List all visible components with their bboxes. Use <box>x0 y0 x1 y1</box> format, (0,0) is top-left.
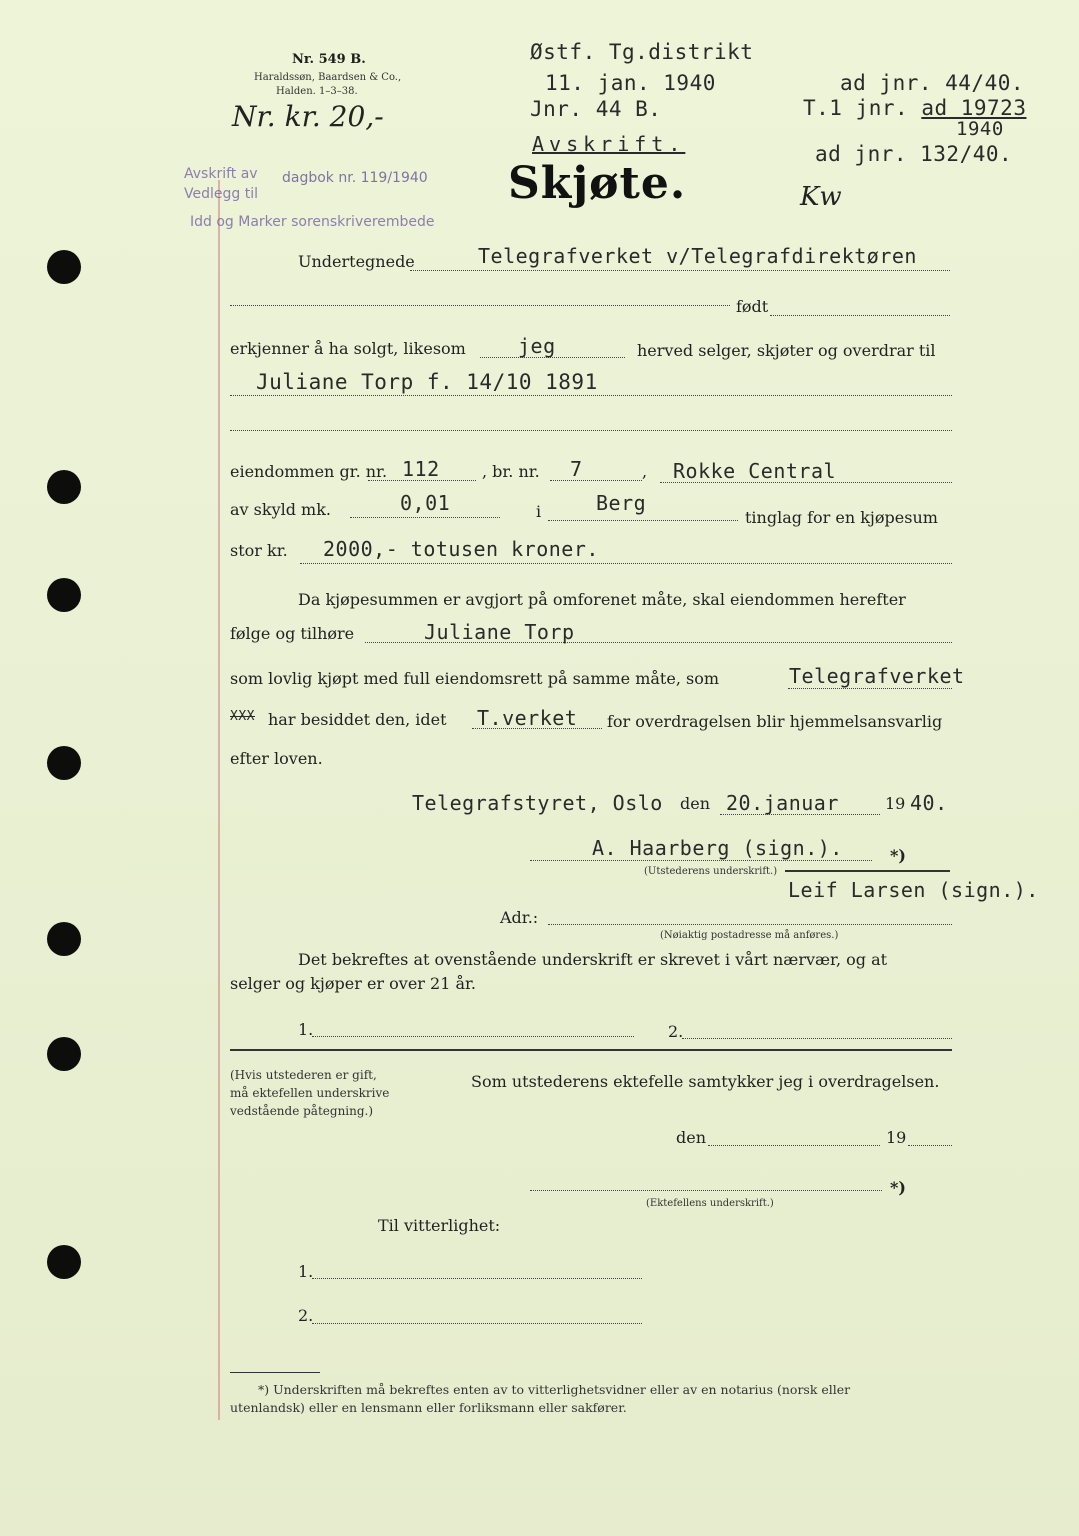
stor-kr-label: stor kr. <box>230 541 288 560</box>
reference-3: ad jnr. 132/40. <box>815 142 1013 166</box>
footnote-rule <box>230 1372 320 1373</box>
archive-stamp-dagbok: dagbok nr. 119/1940 <box>282 170 428 186</box>
folge-value: Juliane Torp <box>424 620 575 644</box>
signature-line <box>530 860 872 861</box>
spouse-asterisk: *) <box>890 1178 906 1197</box>
punch-hole <box>47 1245 81 1279</box>
erkjenner-label: erkjenner å ha solgt, likesom <box>230 339 466 358</box>
br-nr-label: , br. nr. <box>482 462 540 481</box>
som-value: Telegrafverket <box>789 664 965 688</box>
spouse-date-line <box>708 1145 880 1146</box>
skyld-value: 0,01 <box>400 491 451 515</box>
som-lovlig-label: som lovlig kjøpt med full eiendomsrett på samme måte, som <box>230 669 720 688</box>
witness-text-line: selger og kjøper er over 21 år. <box>230 974 476 993</box>
signing-place: Telegrafstyret, Oslo <box>412 791 663 815</box>
folge-label: følge og tilhøre <box>230 624 355 643</box>
signing-den-label: den <box>680 794 711 813</box>
witness-line-2 <box>682 1038 952 1039</box>
reference-1: ad jnr. 44/40. <box>840 71 1025 95</box>
witness-num-2: 2. <box>668 1022 684 1041</box>
footnote-line: *) Underskriften må bekreftes enten av to vitterlighetsvidner eller av en notarius (norsk eller <box>258 1382 851 1397</box>
handwritten-initials: Kw <box>800 182 842 212</box>
signature-asterisk: *) <box>890 846 906 865</box>
spouse-note: (Hvis utstederen er gift, <box>230 1068 377 1082</box>
spouse-den-label: den <box>676 1128 707 1147</box>
archive-stamp-line: Vedlegg til <box>184 186 258 202</box>
archive-stamp-line: Avskrift av <box>184 166 258 182</box>
archive-stamp-line: Idd og Marker sorenskriverembede <box>190 214 435 230</box>
spouse-consent: Som utstederens ektefelle samtykker jeg i overdragelsen. <box>471 1072 940 1091</box>
section-divider <box>230 1049 952 1051</box>
herved-label: herved selger, skjøter og overdrar til <box>637 341 936 360</box>
witness-text-line: Det bekreftes at ovenstående underskrift er skrevet i vårt nærvær, og at <box>298 950 888 969</box>
adr-label: Adr.: <box>500 908 539 927</box>
witness-num-1: 1. <box>298 1020 314 1039</box>
spouse-year-label: 19 <box>886 1128 907 1147</box>
footnote-line: utenlandsk) eller en lensmann eller forliksmann eller sakfører. <box>230 1400 627 1415</box>
fill-line <box>720 814 880 815</box>
adr-caption: (Nøiaktig postadresse må anføres.) <box>660 930 839 941</box>
handwritten-fee-note: Nr. kr. 20,- <box>232 100 384 133</box>
fill-line <box>550 480 642 481</box>
seller-pronoun: jeg <box>518 334 556 358</box>
overdragelsen-label: for overdragelsen blir hjemmelsansvarlig <box>607 712 943 731</box>
fodt-label: født <box>736 297 769 316</box>
gr-nr-value: 112 <box>402 457 440 481</box>
signature-1: A. Haarberg (sign.). <box>592 836 843 860</box>
spouse-signature-line <box>530 1190 882 1191</box>
vitterlighet-num-1: 1. <box>298 1262 314 1281</box>
publisher-line: Haraldssøn, Baardsen & Co., <box>254 72 402 83</box>
document-title: Skjøte. <box>508 158 687 209</box>
witness-line-1 <box>312 1036 634 1037</box>
fill-line <box>660 482 952 483</box>
fill-line <box>548 520 738 521</box>
avskrift-label: Avskrift. <box>532 132 686 156</box>
spouse-caption: (Ektefellens underskrift.) <box>646 1198 774 1209</box>
undertegnede-label: Undertegnede <box>298 252 415 271</box>
signature-2-underline <box>785 870 950 872</box>
punch-hole <box>47 578 81 612</box>
punch-hole <box>47 922 81 956</box>
publisher-line: Halden. 1–3–38. <box>276 86 358 97</box>
spouse-year-line <box>908 1145 952 1146</box>
tinglag-label: tinglag for en kjøpesum <box>745 508 938 527</box>
fill-line <box>770 315 950 316</box>
reference-2-year: 1940 <box>956 118 1004 140</box>
struck-text: XXX <box>230 709 255 724</box>
signature-2: Leif Larsen (sign.). <box>788 878 1039 902</box>
skyld-label: av skyld mk. <box>230 500 332 519</box>
seller-name: Telegrafverket v/Telegrafdirektøren <box>478 244 917 268</box>
signing-year-suffix: 40. <box>910 791 948 815</box>
vitterlighet-line-2 <box>312 1323 642 1324</box>
margin-line <box>218 180 220 1420</box>
separator-comma: , <box>642 462 648 481</box>
vitterlighet-label: Til vitterlighet: <box>378 1216 501 1235</box>
price-value: 2000,- totusen kroner. <box>323 537 599 561</box>
vitterlighet-line-1 <box>312 1278 642 1279</box>
tinglag-value: Berg <box>596 491 647 515</box>
address-line <box>548 924 952 925</box>
reference-2-prefix: T.1 jnr. <box>803 96 909 120</box>
vitterlighet-num-2: 2. <box>298 1306 314 1325</box>
eiendommen-label: eiendommen gr. nr. <box>230 462 388 481</box>
fill-line <box>788 688 952 689</box>
fill-line <box>410 270 950 271</box>
header-date: 11. jan. 1940 <box>545 71 716 95</box>
punch-hole <box>47 1037 81 1071</box>
fill-line <box>300 563 952 564</box>
efter-loven: efter loven. <box>230 749 323 768</box>
form-number: Nr. 549 B. <box>292 52 366 67</box>
idet-value: T.verket <box>477 706 578 730</box>
fill-line <box>230 430 952 431</box>
property-name: Rokke Central <box>673 459 837 483</box>
signing-date: 20.januar <box>726 791 839 815</box>
journal-number: Jnr. 44 B. <box>530 97 662 121</box>
fill-line <box>230 305 730 306</box>
reference-2-value: ad 19723 <box>921 96 1027 120</box>
district-header: Østf. Tg.distrikt <box>530 40 754 64</box>
punch-hole <box>47 746 81 780</box>
fill-line <box>350 517 500 518</box>
br-nr-value: 7 <box>570 457 583 481</box>
i-label: i <box>536 502 542 521</box>
punch-hole <box>47 250 81 284</box>
signing-year-prefix: 19 <box>885 794 906 813</box>
spouse-note: vedstående påtegning.) <box>230 1104 374 1118</box>
fill-line <box>230 395 952 396</box>
paragraph-line: Da kjøpesummen er avgjort på omforenet måte, skal eiendommen herefter <box>298 590 906 609</box>
spouse-note: må ektefellen underskrive <box>230 1086 390 1100</box>
reference-2 <box>803 96 1026 120</box>
utsteder-caption: (Utstederens underskrift.) <box>644 866 778 877</box>
har-label: har besiddet den, idet <box>268 710 447 729</box>
punch-hole <box>47 470 81 504</box>
buyer-line: Juliane Torp f. 14/10 1891 <box>256 370 598 394</box>
